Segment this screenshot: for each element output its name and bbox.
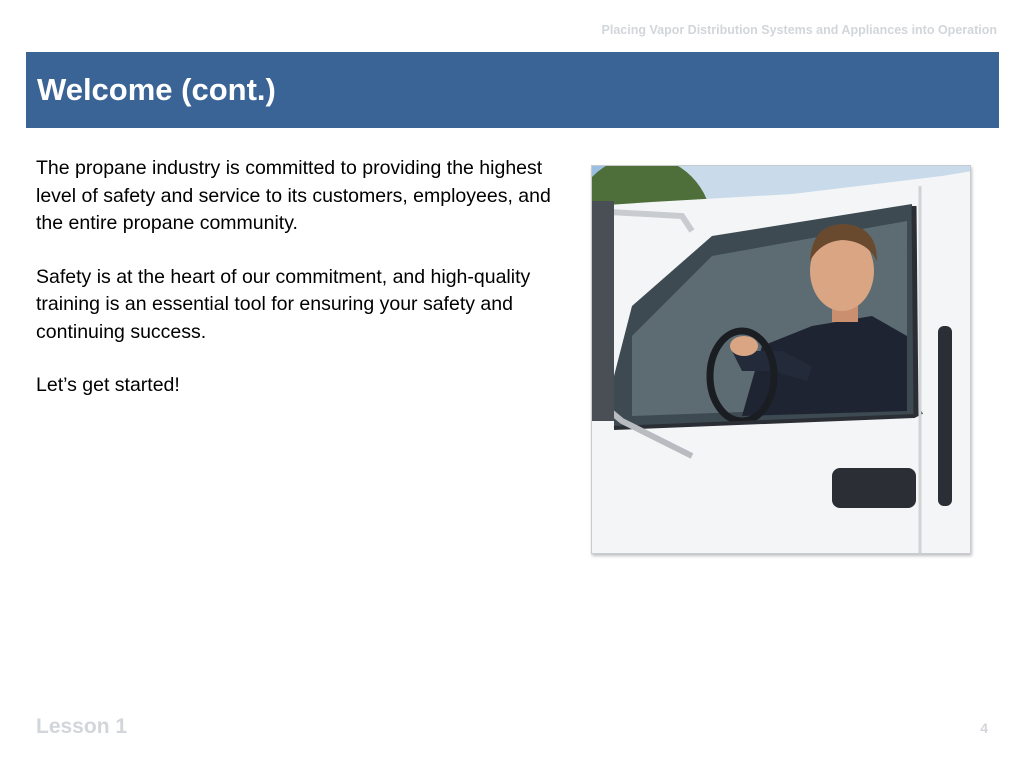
- lesson-label: Lesson 1: [36, 715, 128, 738]
- course-title: Placing Vapor Distribution Systems and Appliances into Operation: [601, 23, 997, 37]
- driver-photo: [591, 165, 971, 554]
- slide-body: [36, 155, 566, 426]
- paragraph-start: Let’s get started!: [36, 374, 180, 396]
- paragraph-safety: Safety is at the heart of our commitment, and high-quality training is an essential tool for ensuring your safety and continuing success.: [36, 265, 531, 343]
- page-number: 4: [980, 720, 988, 736]
- slide-title: Welcome (cont.): [37, 72, 276, 107]
- paragraph-commitment: The propane industry is committed to providing the highest level of safety and service to its customers, employees, and the entire propane community.: [36, 157, 551, 234]
- title-bar: [26, 52, 999, 128]
